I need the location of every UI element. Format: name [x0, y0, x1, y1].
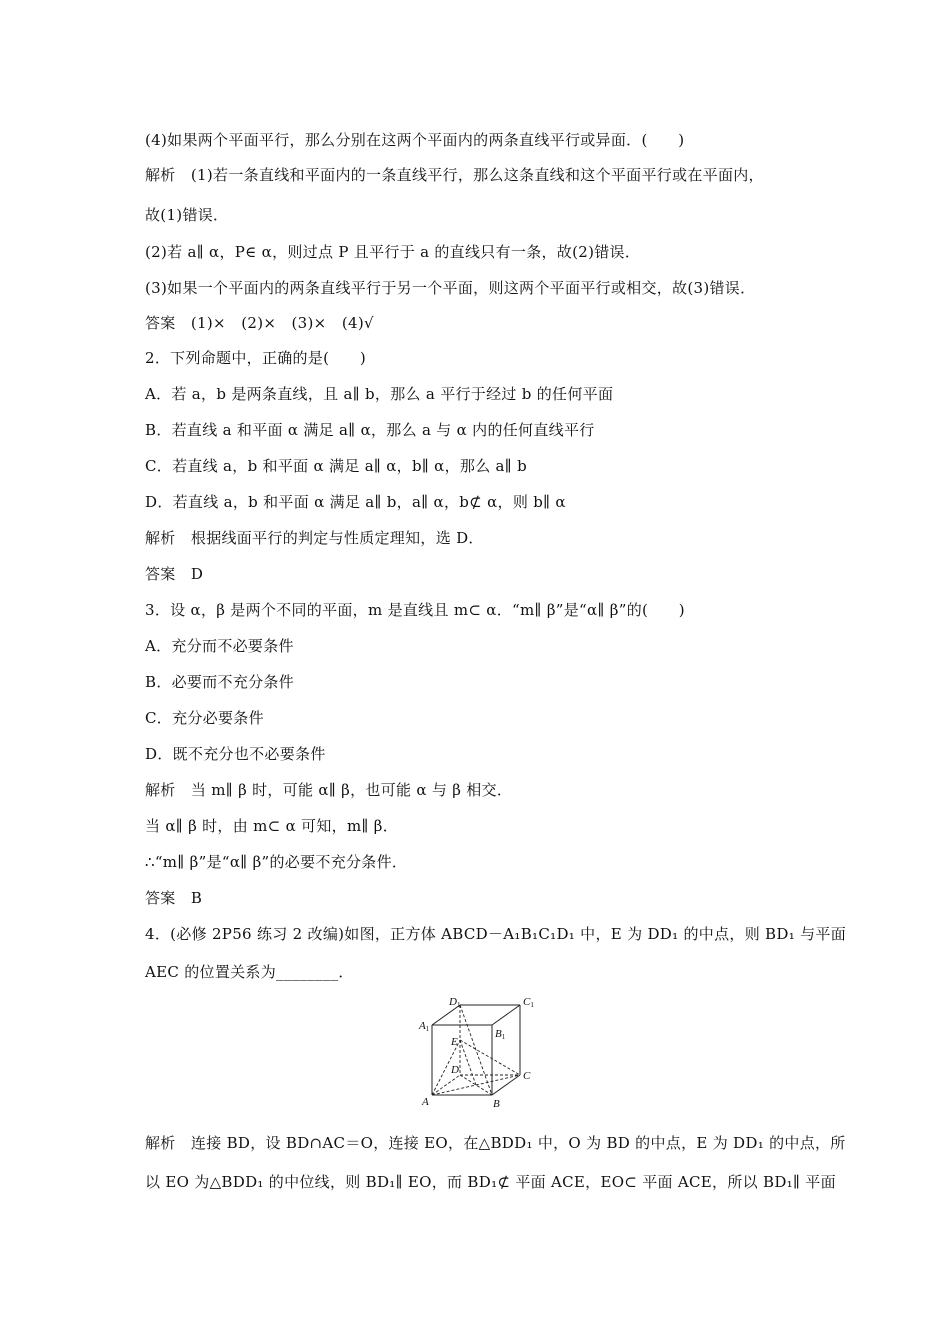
- text-line: (2)若 a∥ α，P∈ α，则过点 P 且平行于 a 的直线只有一条，故(2)错误．: [145, 243, 641, 261]
- text-line: C．充分必要条件: [145, 709, 264, 727]
- label-a1: A1: [419, 1020, 430, 1033]
- text-line: B．必要而不充分条件: [145, 673, 295, 691]
- text-line: D．既不充分也不必要条件: [145, 745, 326, 763]
- cube-diagram: [407, 995, 557, 1120]
- label-b1: B1: [495, 1028, 506, 1041]
- text-line: 解析 根据线面平行的判定与性质定理知，选 D．: [145, 529, 484, 547]
- segment-eo: [460, 1040, 476, 1085]
- text-line: 解析 当 m∥ β 时，可能 α∥ β，也可能 α 与 β 相交．: [145, 781, 513, 799]
- label-c: C: [523, 1070, 531, 1082]
- text-line: 答案 (1)× (2)× (3)× (4)√: [145, 314, 374, 332]
- label-e: E: [451, 1036, 458, 1048]
- text-line: D．若直线 a，b 和平面 α 满足 a∥ b，a∥ α，b⊄ α，则 b∥ α: [145, 493, 566, 511]
- text-line: 解析 (1)若一条直线和平面内的一条直线平行，那么这条直线和这个平面平行或在平面内，: [145, 166, 764, 184]
- label-d: D: [451, 1064, 459, 1076]
- text-line: C．若直线 a，b 和平面 α 满足 a∥ α，b∥ α，那么 a∥ b: [145, 457, 527, 475]
- text-line: 答案 B: [145, 889, 203, 907]
- label-b: B: [493, 1098, 500, 1110]
- text-line: (4)如果两个平面平行，那么分别在这两个平面内的两条直线平行或异面．( ): [145, 131, 685, 149]
- text-line: 3．设 α，β 是两个不同的平面，m 是直线且 m⊂ α．“m∥ β”是“α∥ β”的( ): [145, 601, 685, 619]
- text-line: ∴“m∥ β”是“α∥ β”的必要不充分条件．: [145, 853, 408, 871]
- edge-b1c1: [492, 1005, 520, 1025]
- label-d1: D1: [449, 996, 461, 1009]
- segment-ec: [460, 1040, 520, 1075]
- label-c1: C1: [523, 996, 534, 1009]
- diagonal-bd1: [460, 1005, 492, 1095]
- edge-ad: [432, 1075, 460, 1095]
- text-line: 当 α∥ β 时，由 m⊂ α 可知，m∥ β．: [145, 817, 399, 835]
- edge-a1d1: [432, 1005, 460, 1025]
- text-line: 解析 连接 BD，设 BD∩AC＝O，连接 EO，在△BDD₁ 中，O 为 BD 的中点，E 为 DD₁ 的中点，所: [145, 1134, 846, 1152]
- text-line: (3)如果一个平面内的两条直线平行于另一个平面，则这两个平面平行或相交，故(3)错误．: [145, 279, 756, 297]
- text-line: 2．下列命题中，正确的是( ): [145, 349, 367, 367]
- text-line: 答案 D: [145, 565, 204, 583]
- text-line: A．充分而不必要条件: [145, 637, 294, 655]
- text-line: 故(1)错误．: [145, 206, 229, 224]
- text-line: 以 EO 为△BDD₁ 的中位线，则 BD₁∥ EO，而 BD₁⊄ 平面 ACE，EO⊂ 平面 ACE，所以 BD₁∥ 平面: [145, 1173, 836, 1191]
- text-line: AEC 的位置关系为________．: [145, 963, 354, 981]
- label-a: A: [422, 1096, 429, 1108]
- text-line: 4．(必修 2P56 练习 2 改编)如图，正方体 ABCD－A₁B₁C₁D₁ 中，E 为 DD₁ 的中点，则 BD₁ 与平面: [145, 925, 846, 943]
- cube-figure: [407, 995, 557, 1120]
- text-line: B．若直线 a 和平面 α 满足 a∥ α，那么 a 与 α 内的任何直线平行: [145, 421, 595, 439]
- text-line: A．若 a，b 是两条直线，且 a∥ b，那么 a 平行于经过 b 的任何平面: [145, 385, 614, 403]
